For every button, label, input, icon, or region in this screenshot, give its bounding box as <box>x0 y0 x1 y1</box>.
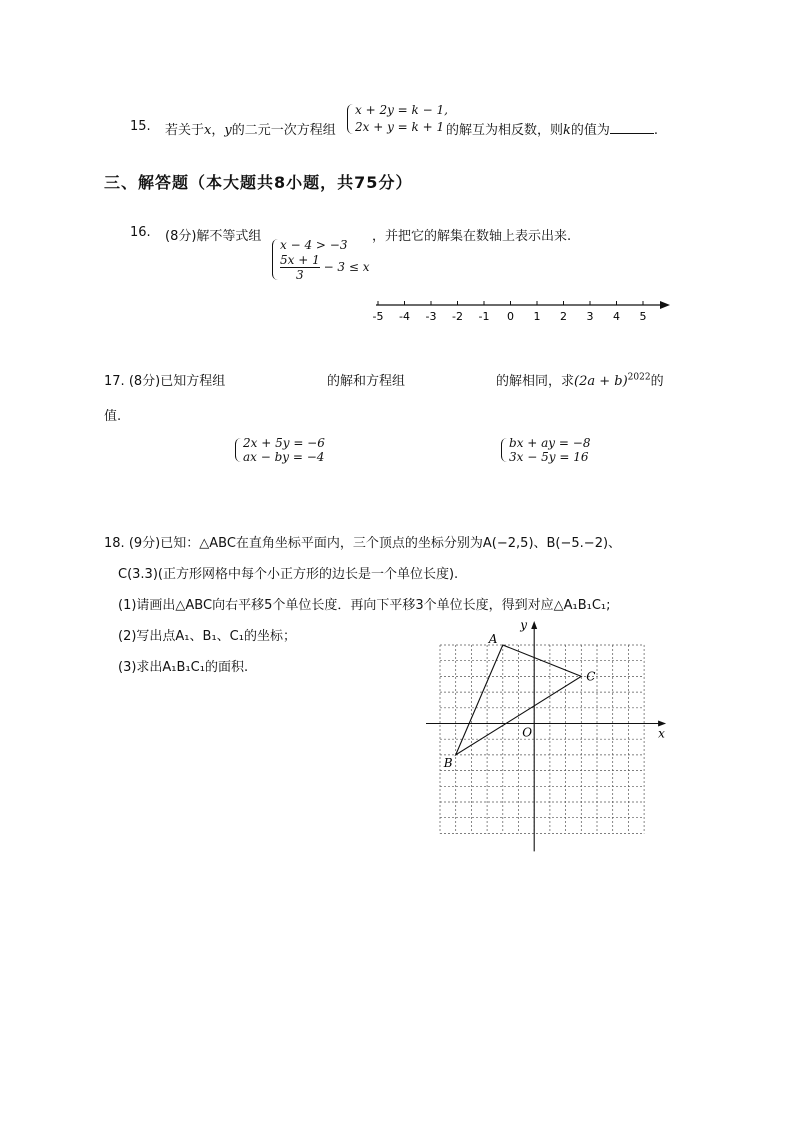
answer-blank <box>610 121 654 134</box>
question-text: 18. (9分)已知：△ABC在直角坐标平面内，三个顶点的坐标分别为A(−2,5)、B(−5.−2)、 <box>104 536 622 551</box>
question-text: 17. (8分)已知方程组 <box>104 374 226 389</box>
y-axis-arrow-icon <box>531 621 537 629</box>
question-part-3: (3)求出A₁B₁C₁的面积. <box>118 660 249 675</box>
arrow-right-icon <box>660 301 670 309</box>
number-line-tick-label: 4 <box>613 310 620 323</box>
section-heading: 三、解答题（本大题共8小题，共75分） <box>104 173 413 192</box>
equation-system-1: 2x + 5y = −6 ax − by = −4 <box>233 436 325 464</box>
question-text-suffix: ，并把它的解集在数轴上表示出来. <box>372 229 572 244</box>
x-axis-label: x <box>658 726 665 741</box>
number-line-tick-label: -5 <box>372 310 384 323</box>
grid-lines <box>440 645 644 833</box>
question-part-1: (1)请画出△ABC向右平移5个单位长度．再向下平移3个单位长度，得到对应△A₁B₁C₁; <box>118 598 611 613</box>
number-line-tick-label: 1 <box>533 310 541 323</box>
question-15 <box>0 0 794 138</box>
number-line-tick-label: -2 <box>452 310 463 323</box>
number-line-tick-label: -1 <box>478 310 490 323</box>
number-line-tick-label: 3 <box>586 310 594 323</box>
question-text-line2: C(3.3)(正方形网格中每个小正方形的边长是一个单位长度). <box>118 567 459 582</box>
question-text: 若关于x，y的二元一次方程组 <box>165 123 336 138</box>
equation-system-2: bx + ay = −8 3x − 5y = 16 <box>499 436 590 464</box>
question-score: (8分)解不等式组 <box>165 229 262 244</box>
equation-system: x + 2y = k − 1, 2x + y = k + 1 <box>345 102 448 136</box>
number-line-tick-label: -4 <box>399 310 410 323</box>
origin-label: O <box>522 725 533 740</box>
vertex-a-label: A <box>488 632 498 646</box>
number-line-tick-label: 0 <box>507 310 514 323</box>
coordinate-grid <box>420 615 690 890</box>
number-line-ticks <box>373 301 647 323</box>
inequality-system: x − 4 > −3 $\frac{5x + 1}{3}$ − 3 ≤ x <box>270 237 370 282</box>
question-text-line2: 值. <box>104 409 122 424</box>
question-text-end: 的解相同，求$(2a + b)^{2022}$的 <box>496 372 664 389</box>
number-line-tick-label: 2 <box>560 310 567 323</box>
number-line-tick-label: -3 <box>425 310 437 323</box>
y-axis-label: y <box>520 618 527 632</box>
number-line <box>370 295 675 325</box>
fraction: $\frac{5x + 1}{3}$ <box>280 253 320 282</box>
question-text-suffix: 的解互为相反数，则k的值为 . <box>446 123 659 138</box>
question-number: 15. <box>130 119 151 134</box>
vertex-b-label: B <box>443 755 453 770</box>
number-line-tick-label: 5 <box>639 310 647 323</box>
question-text-mid: 的解和方程组 <box>327 374 406 389</box>
question-number: 16. <box>130 225 151 240</box>
vertex-c-label: C <box>586 669 596 684</box>
question-part-2: (2)写出点A₁、B₁、C₁的坐标； <box>118 629 296 644</box>
